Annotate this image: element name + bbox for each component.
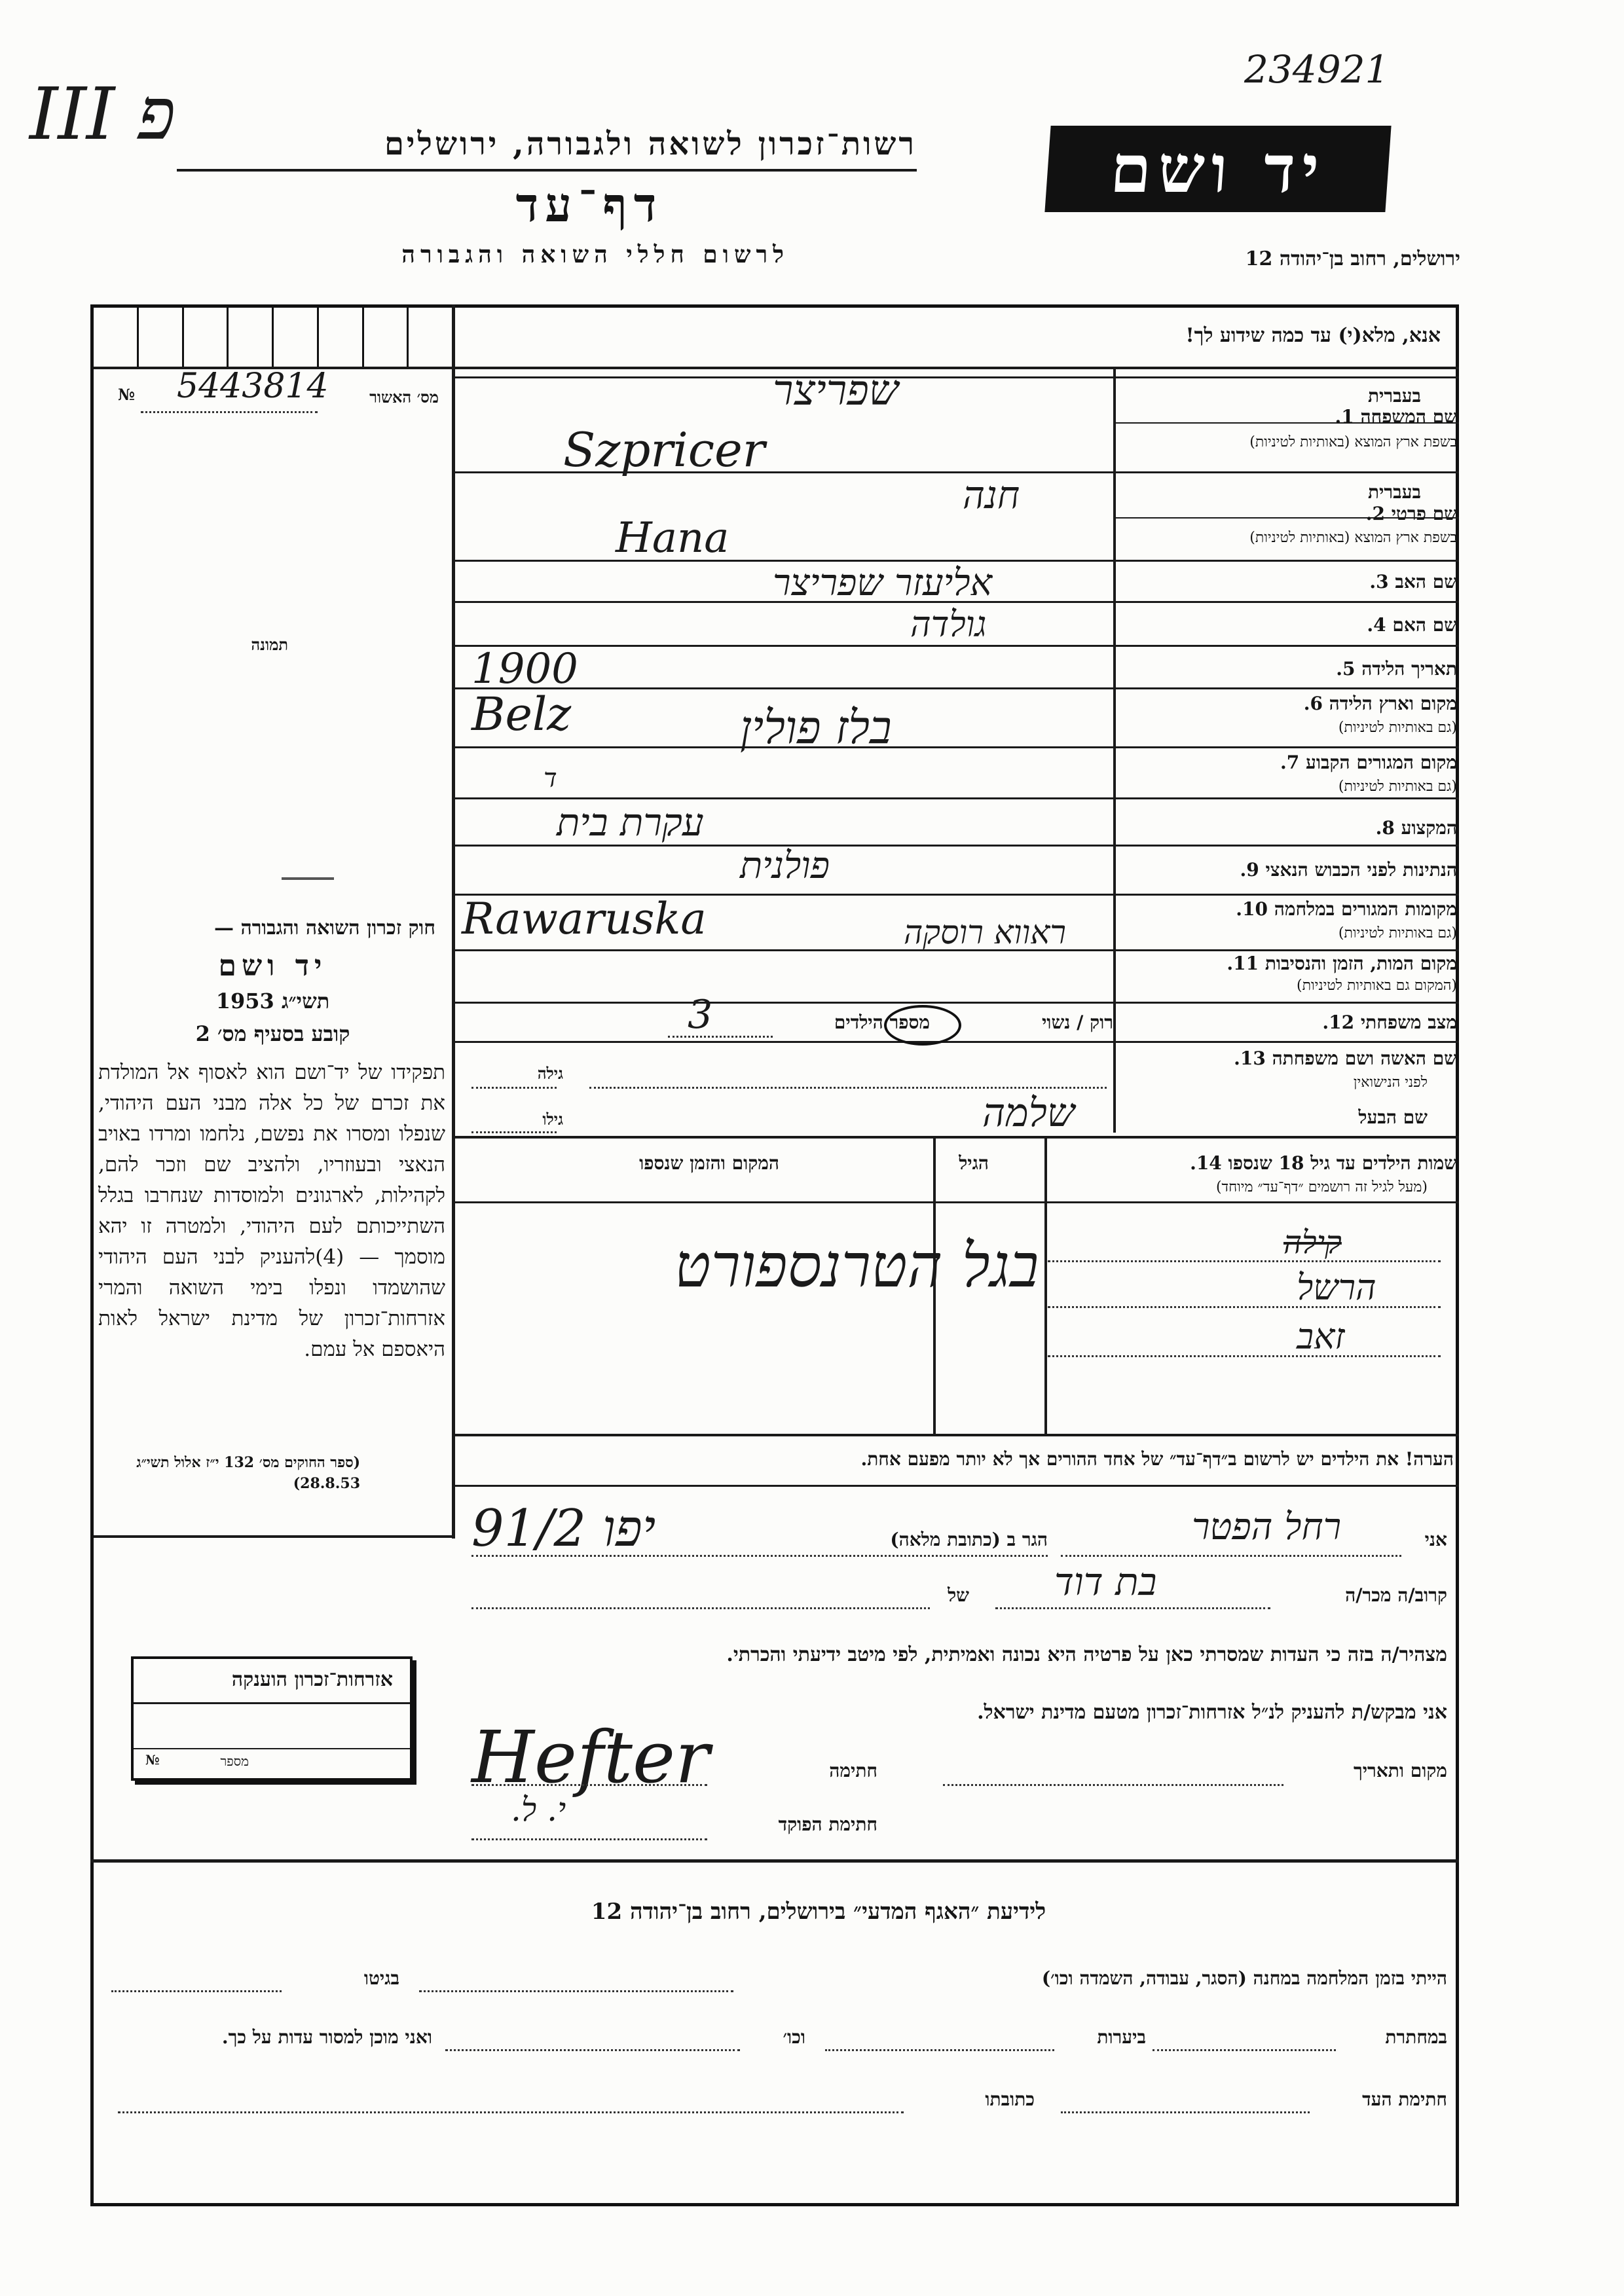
- signature-label: חתימה: [829, 1760, 877, 1781]
- field-12-options: רוק / נשוי: [1041, 1011, 1113, 1033]
- field-2-value-he: חנה: [963, 473, 1020, 517]
- photo-label: תמונה: [251, 635, 288, 654]
- children-table-bottom: [455, 1434, 1459, 1436]
- age-header: הגיל: [959, 1152, 989, 1174]
- children-note: הערה! את הילדים יש לרשום ב״דף־עד״ של אחד ההורים אך לא יותר מפעם אחת.: [860, 1448, 1454, 1470]
- footer-line1-dots-2: [111, 1990, 282, 1992]
- field-8-label: המקצוע 8.: [1375, 817, 1457, 839]
- wife-age-dots: [471, 1087, 557, 1089]
- form-title: דף־עד: [515, 177, 663, 232]
- footer-line1-b: בגיטו: [363, 1967, 399, 1989]
- field-4-value: גולדה: [910, 604, 987, 645]
- footer-line1-a: הייתי בזמן המלחמה במחנה (הסגר, עבודה, השמדה וכו׳): [1041, 1967, 1447, 1989]
- children-col-line: [1044, 1136, 1047, 1434]
- law-source: (ספר החוקים מס׳ 132 י״ז אלול תשי״ג 28.8.53): [136, 1454, 360, 1492]
- left-lower-line: [94, 1535, 455, 1538]
- margin-note: פ III: [29, 72, 175, 156]
- left-column-divider: [452, 304, 455, 1539]
- law-divider-wave: [282, 877, 334, 880]
- field-10-label: מקומות המגורים במלחמה 10.: [1236, 898, 1457, 920]
- field-1-lang: בעברית: [1367, 385, 1421, 407]
- row-line: [455, 746, 1459, 748]
- field-6-value-he: בלז פולין: [740, 701, 892, 754]
- field-4-label: שם האם 4.: [1367, 614, 1457, 636]
- declaration-relation-dots: [995, 1607, 1270, 1609]
- row-line: [455, 1002, 1459, 1004]
- instruction-row-line: [452, 367, 1459, 369]
- declaration-of-label: של: [948, 1584, 969, 1606]
- field-1-value-he: שפריצר: [773, 367, 899, 415]
- officer-value: י. ל.: [511, 1791, 566, 1829]
- field-7-label: מקום המגורים הקבוע 7.: [1280, 752, 1457, 773]
- field-7-value: ד: [544, 763, 557, 793]
- officer-label: חתימת הפוקד: [778, 1813, 877, 1835]
- instruction-text: אנא, מלא(י) עד כמה שידוע לך!: [1185, 324, 1441, 347]
- place-header: המקום והזמן שנספו: [639, 1152, 779, 1174]
- child-line: [1048, 1260, 1441, 1262]
- footer-line3-b: כתובתו: [985, 2088, 1035, 2110]
- declaration-of-dots: [471, 1607, 930, 1609]
- place-date-label: מקום ותאריך: [1353, 1760, 1447, 1781]
- children-count-dots: [668, 1036, 773, 1038]
- children-count-label: מספר הילדים: [834, 1011, 930, 1033]
- child-name-2: זאב: [1297, 1316, 1345, 1357]
- field-10-value-latin: Rawaruska: [462, 894, 707, 944]
- field-6-label: מקום וארץ הלידה 6.: [1303, 693, 1457, 714]
- child-crossed: קילה: [1283, 1224, 1342, 1261]
- field-13-sub: לפני הנישואין: [1353, 1074, 1428, 1091]
- yad-vashem-logo: [1044, 126, 1391, 212]
- field-1-label: שם המשפחה 1.: [1335, 406, 1457, 428]
- wife-age-label: גילה: [537, 1064, 563, 1083]
- document-number: 234921: [1244, 47, 1390, 92]
- declaration-i-label: אני: [1424, 1529, 1447, 1550]
- field-3-value: אליעזר שפריצר: [773, 562, 993, 604]
- child-line: [1048, 1355, 1441, 1357]
- row-line: [455, 797, 1459, 799]
- footer-line3-dots-2: [118, 2111, 904, 2113]
- approval-grid: [94, 308, 452, 367]
- footer-top-line: [90, 1859, 1459, 1863]
- children-sub: (מעל לגיל זה רושמים ״דף־עד״ מיוחד): [1215, 1179, 1428, 1195]
- children-label: שמות הילדים עד גיל 18 שנספו 14.: [1190, 1152, 1457, 1174]
- approval-mark: №: [118, 385, 136, 404]
- field-10-sub: (גם באותיות לטיניות): [1338, 925, 1457, 941]
- row-line: [455, 376, 1459, 378]
- footer-line2-b: ביערות: [1097, 2026, 1146, 2048]
- field-2-value-latin: Hana: [616, 514, 729, 562]
- citizenship-title-line: [134, 1702, 410, 1704]
- field-8-value: עקרת בית: [557, 800, 704, 845]
- children-place-value: בגל הטרנספורט: [674, 1231, 1039, 1301]
- footer-line3-dots: [1061, 2111, 1310, 2113]
- place-date-dots: [943, 1784, 1283, 1786]
- law-title: חוק זכרון השואה והגבורה —: [214, 917, 435, 939]
- law-year: תשי״ג 1953: [215, 989, 330, 1013]
- signature-value: Hefter: [471, 1715, 710, 1799]
- husband-age-label: גילו: [542, 1110, 563, 1129]
- field-9-label: הנתינות לפני הכבוש הנאצי 9.: [1240, 859, 1457, 881]
- footer-line1-dots: [419, 1990, 733, 1992]
- row-line: [455, 645, 1459, 647]
- field-2-label: שם פרטי 2.: [1365, 503, 1457, 524]
- footer-line2-dots: [1153, 2049, 1336, 2051]
- signature-dots: [471, 1784, 707, 1786]
- field-1-sub: בשפת ארץ המוצא (באותיות לטיניות): [1249, 434, 1457, 450]
- field-13-label: שם האשה ושם משפחתה 13.: [1234, 1048, 1457, 1069]
- child-name-1: הרשל: [1297, 1267, 1376, 1308]
- declaration-relation-value: בת דוד: [1054, 1559, 1157, 1604]
- law-clause: קובע בסעיף מס׳ 2: [195, 1021, 350, 1046]
- field-3-label: שם האב 3.: [1369, 571, 1457, 592]
- field-2-lang: בעברית: [1367, 481, 1421, 503]
- law-name: יד ושם: [218, 949, 327, 983]
- declaration-name-dots: [1061, 1555, 1401, 1557]
- child-line: [1048, 1306, 1441, 1308]
- declaration-i-value: רחל הפטר: [1192, 1506, 1342, 1548]
- field-6-sub: (גם באותיות לטיניות): [1338, 720, 1457, 736]
- footer-heading: לידיעת ״האגף המדעי״ בירושלים, רחוב בן־יהודה 12: [591, 1899, 1046, 1925]
- field-12-label: מצב משפחתי 12.: [1322, 1011, 1457, 1033]
- husband-age-dots: [471, 1131, 557, 1133]
- footer-line2-dots: [445, 2049, 740, 2051]
- citizenship-number-line: [134, 1748, 410, 1749]
- field-2-sub: בשפת ארץ המוצא (באותיות לטיניות): [1249, 530, 1457, 546]
- citizenship-mark: №: [145, 1752, 160, 1768]
- declaration-statement: מצהיר/ה בזה כי העדות שמסרתי כאן על פרטיה היא נכונה ואמיתית, לפי מיטב ידיעתי והכרתי.: [726, 1643, 1447, 1666]
- field-7-sub: (גם באותיות לטיניות): [1338, 778, 1457, 795]
- law-body: תפקידו של יד־ושם הוא לאסוף אל המולדת את זכרם של כל אלה מבני העם היהודי, שנפלו ומסרו את נפשם, נלחמו ומרדו באויב הנאצי ובעוזריו, ולהציב שם וזכר להם, לקהילות, לארגונים ולמוסדות שנחרבו בגלל השתייכותם לעם היהודי, ולמטרה זו יהא מוסמך — (4)להעניק לבני העם היהודי שהושמדו ונפלו בימי השואה והמרי אזרחות־זכרון של מדינת ישראל לאות היאספם אל עמם.: [98, 1061, 445, 1361]
- footer-line2-dots: [825, 2049, 1054, 2051]
- citizenship-number-label: מספר: [220, 1753, 249, 1769]
- husband-value: שלמה: [982, 1090, 1075, 1136]
- field-6-value-latin: Belz: [471, 687, 572, 741]
- declaration-residing-label: הגר ב (כתובת מלאה): [890, 1529, 1048, 1550]
- husband-label: שם הבעל: [1358, 1106, 1428, 1128]
- footer-line2-c: וכו׳: [783, 2026, 805, 2048]
- wife-name-dots: [589, 1087, 1107, 1089]
- citizenship-title: אזרחות־זכרון הוענקה: [231, 1668, 393, 1691]
- field-1-value-latin: Szpricer: [563, 422, 766, 477]
- approval-value: 5443814: [177, 367, 329, 406]
- address: ירושלים, רחוב בן־יהודה 12: [1245, 247, 1460, 270]
- row-line: [455, 687, 1459, 689]
- row-line: [455, 1041, 1459, 1043]
- approval-dots: [141, 411, 318, 413]
- footer-line3-a: חתימת העד: [1362, 2088, 1447, 2110]
- field-5-value: 1900: [471, 645, 578, 693]
- declaration-address-value: יפו 91/2: [471, 1499, 656, 1558]
- authority-line: רשות־זכרון לשואה ולגבורה, ירושלים: [384, 126, 917, 162]
- note-line: [455, 1485, 1459, 1487]
- authority-underline: [177, 169, 917, 172]
- footer-line2-d: ואני מוכן למסור עדות על כך.: [221, 2026, 432, 2048]
- children-count-value: 3: [688, 992, 713, 1038]
- form-subtitle: לרשום חללי השואה והגבורה: [401, 241, 789, 268]
- footer-line2-a: במחתרת: [1385, 2026, 1447, 2048]
- row-line: [455, 845, 1459, 847]
- field-5-label: תאריך הלידה 5.: [1336, 658, 1457, 680]
- declaration-relative-label: קרוב/ה מכר/ה: [1345, 1584, 1447, 1606]
- officer-dots: [471, 1838, 707, 1840]
- declaration-request: אני מבקש/ת להעניק לנ״ל אזרחות־זכרון מטעם מדינת ישראל.: [977, 1701, 1447, 1724]
- label-column-divider: [1113, 367, 1116, 1133]
- approval-label: מס׳ האשור: [369, 388, 439, 407]
- logo-text: יד ושם: [1107, 130, 1329, 208]
- field-10-value-he: ראווא רוסקה: [904, 913, 1066, 951]
- row-line: [455, 1136, 1459, 1139]
- field-11-label: מקום המות, הזמן והנסיבות 11.: [1227, 953, 1457, 974]
- field-9-value: פולנית: [740, 845, 830, 887]
- declaration-address-dots: [471, 1555, 1048, 1557]
- children-header-line: [455, 1201, 1459, 1203]
- field-11-sub: (המקום גם באותיות לטיניות): [1297, 977, 1457, 994]
